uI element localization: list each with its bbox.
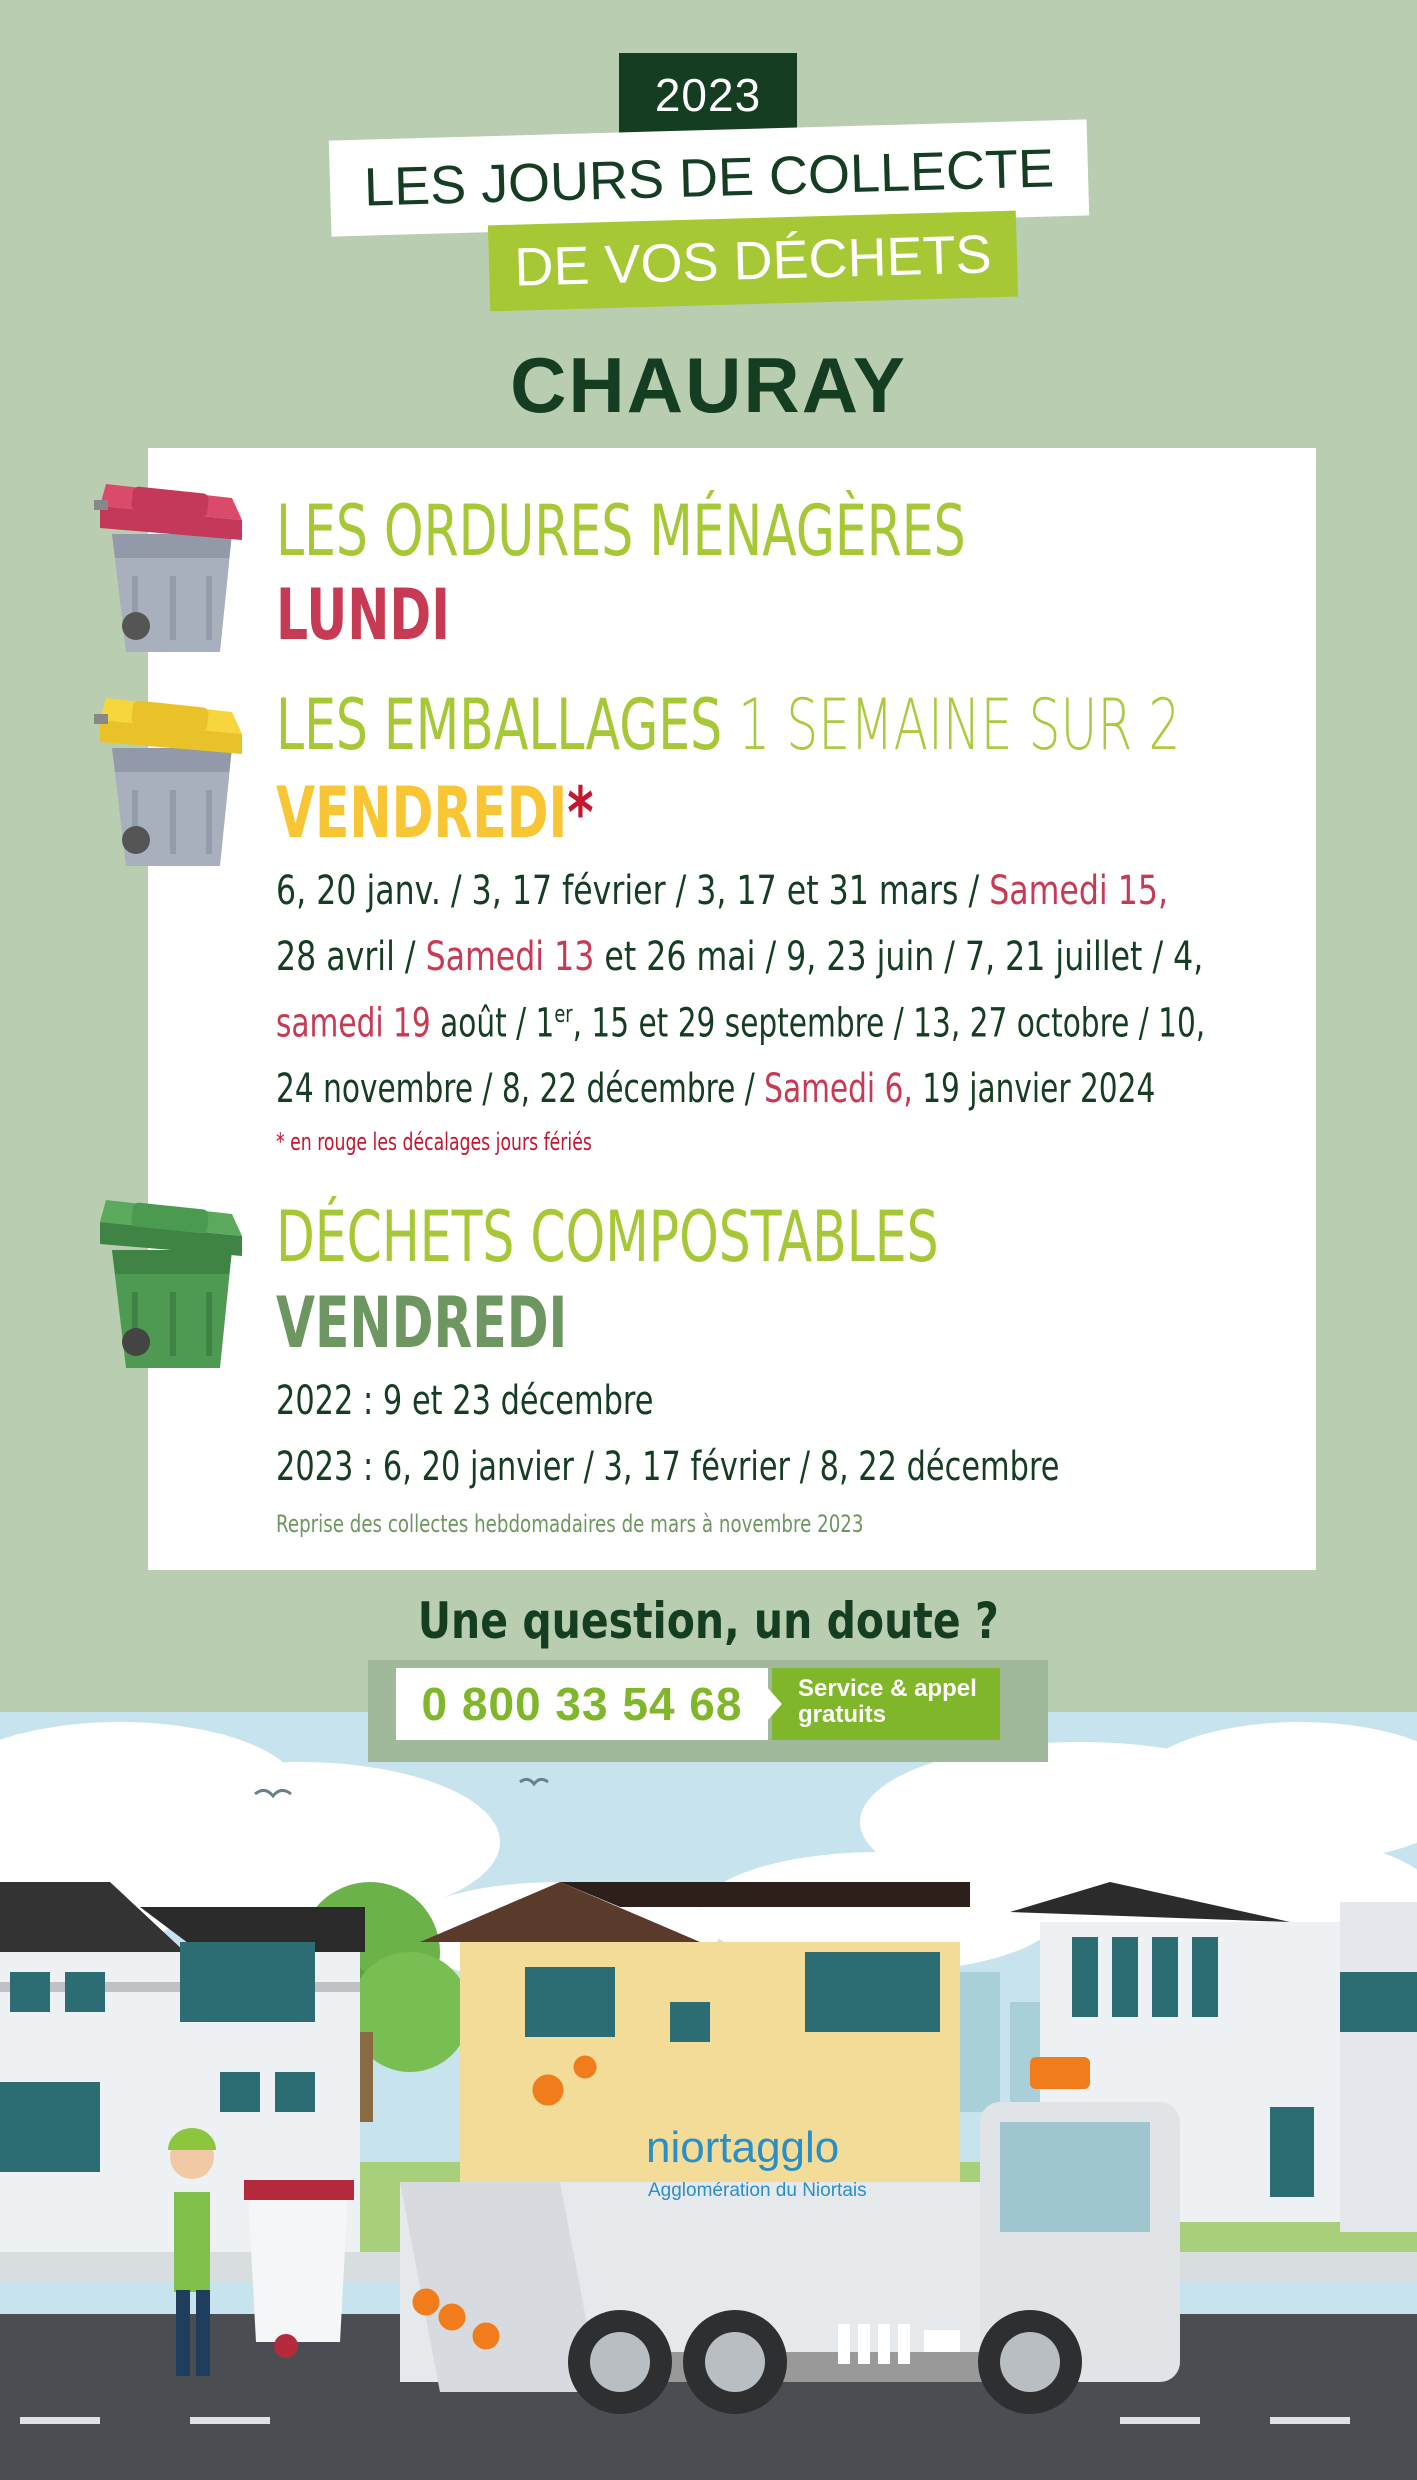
collection-scene-illustration <box>0 1712 1417 2480</box>
truck-brand-subtitle: Agglomération du Niortais <box>648 2180 867 2201</box>
emballages-note: * en rouge les décalages jours fériés <box>276 1128 592 1156</box>
truck-brand: niortagglo <box>646 2123 840 2172</box>
emballages-title: LES EMBALLAGES 1 SEMAINE SUR 2 <box>276 684 1181 766</box>
free-service-tag: Service & appel gratuits <box>772 1668 1000 1740</box>
compost-line-2: 2023 : 6, 20 janvier / 3, 17 février / 8, 22 décembre <box>276 1444 1060 1490</box>
compost-day: VENDREDI <box>276 1282 568 1364</box>
phone-arrow <box>766 1686 782 1722</box>
emballages-asterisk: * <box>567 772 594 854</box>
emballages-day: VENDREDI* <box>276 772 594 854</box>
emballages-dates-line-4: 24 novembre / 8, 22 décembre / Samedi 6, 19 janvier 2024 <box>276 1066 1156 1112</box>
emballages-dates-line-3: samedi 19 août / 1er, 15 et 29 septembre / 13, 27 octobre / 10, <box>276 1000 1206 1047</box>
title-line-1: LES JOURS DE COLLECTE <box>329 119 1089 236</box>
yellow-lid-bin-icon <box>92 690 252 876</box>
compost-line-1: 2022 : 9 et 23 décembre <box>276 1378 654 1424</box>
ordures-day: LUNDI <box>276 574 451 656</box>
phone-number: 0 800 33 54 68 <box>396 1668 768 1740</box>
question-heading: Une question, un doute ? <box>418 1592 999 1650</box>
compost-title: DÉCHETS COMPOSTABLES <box>276 1196 939 1278</box>
emballages-dates-line-2: 28 avril / Samedi 13 et 26 mai / 9, 23 juin / 7, 21 juillet / 4, <box>276 934 1204 980</box>
ordures-title: LES ORDURES MÉNAGÈRES <box>276 490 966 572</box>
compost-note: Reprise des collectes hebdomadaires de mars à novembre 2023 <box>276 1510 864 1538</box>
green-bin-icon <box>92 1192 252 1378</box>
year-badge: 2023 <box>619 53 797 137</box>
emballages-frequency: 1 SEMAINE SUR 2 <box>738 684 1181 766</box>
emballages-dates-line-1: 6, 20 janv. / 3, 17 février / 3, 17 et 31 mars / Samedi 15, <box>276 868 1169 914</box>
red-lid-bin-icon <box>92 476 252 662</box>
title-line-2: DE VOS DÉCHETS <box>488 211 1018 312</box>
commune-name: CHAURAY <box>510 341 907 429</box>
